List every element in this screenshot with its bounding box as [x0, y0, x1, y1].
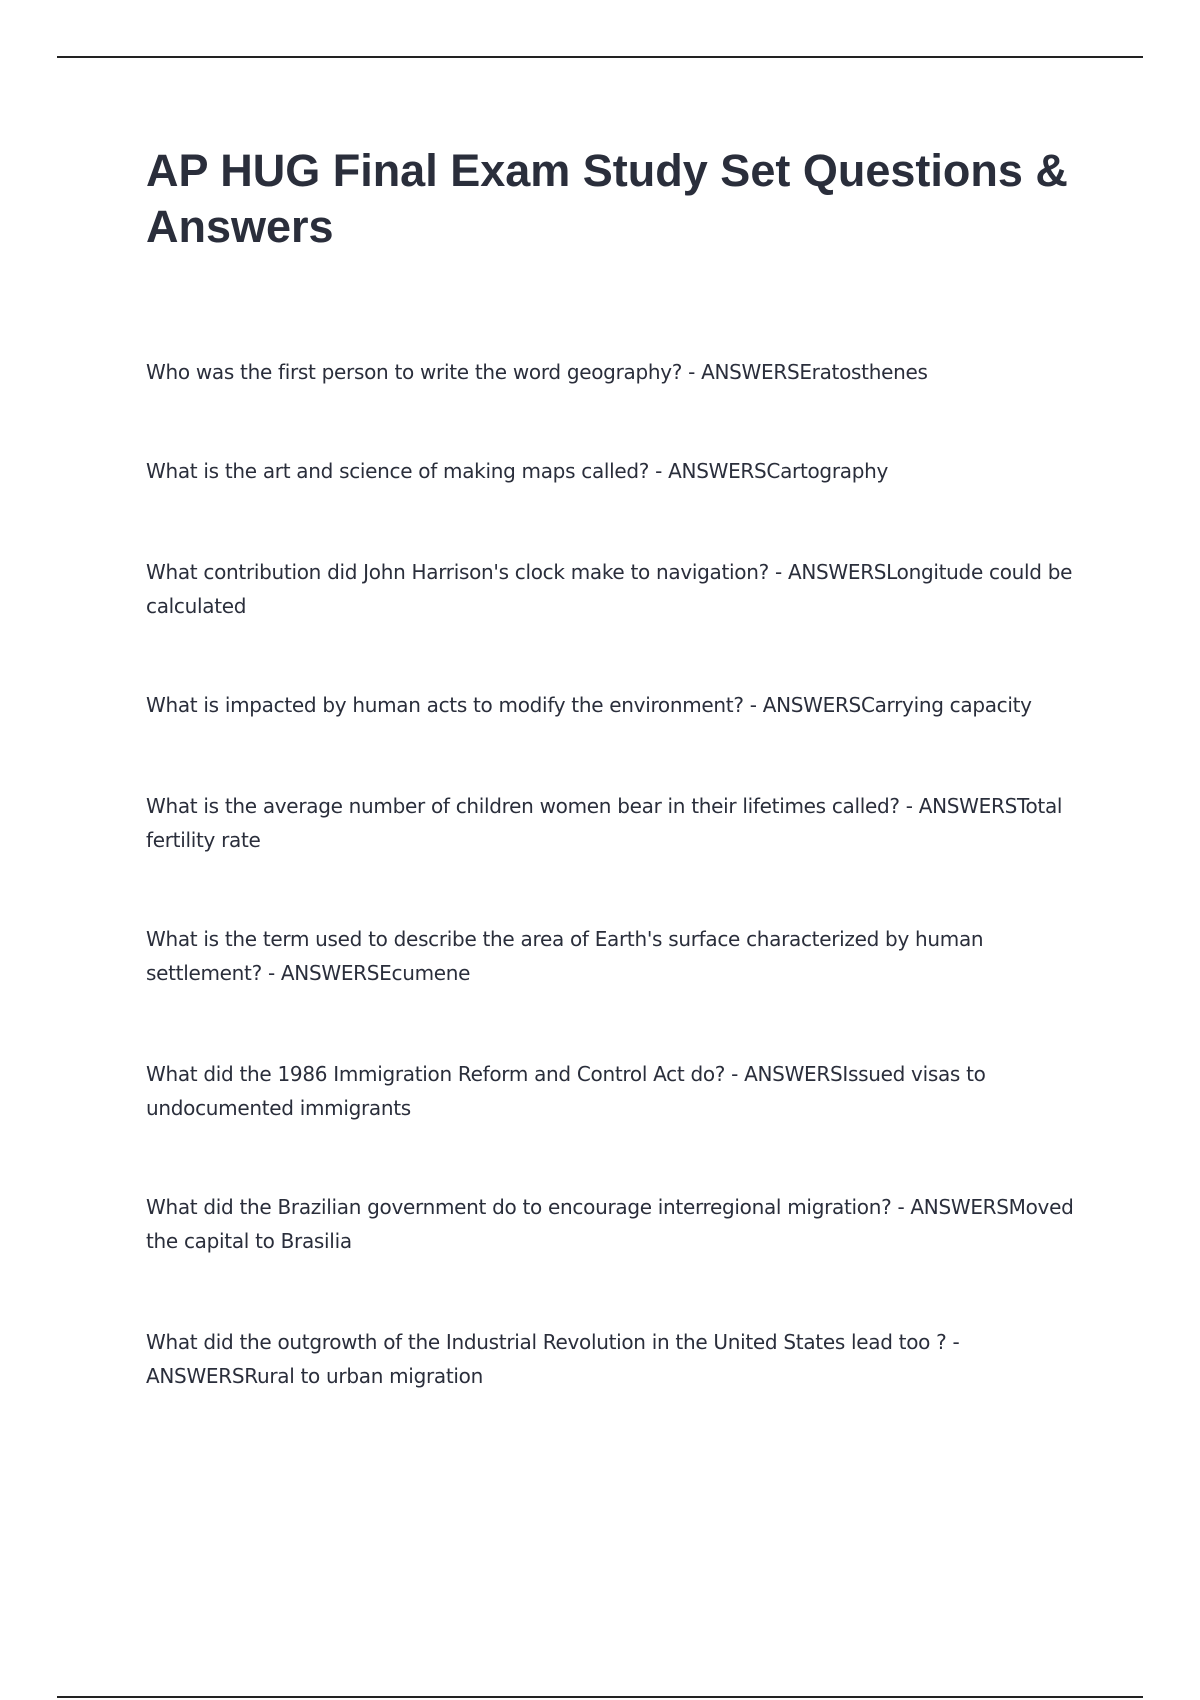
qa-item: What did the Brazilian government do to encourage interregional migration? - ANSWERSMoved the capital to Brasilia [146, 1195, 1074, 1253]
qa-item: What is the art and science of making maps called? - ANSWERSCartography [146, 459, 889, 483]
qa-item: What did the 1986 Immigration Reform and Control Act do? - ANSWERSIssued visas to undocumented immigrants [146, 1062, 986, 1120]
qa-item: Who was the first person to write the word geography? - ANSWERSEratosthenes [146, 360, 928, 384]
footer-rule [57, 1696, 1143, 1698]
qa-item: What is impacted by human acts to modify the environment? - ANSWERSCarrying capacity [146, 693, 1032, 717]
qa-item: What did the outgrowth of the Industrial Revolution in the United States lead too ? - ANSWERSRural to urban migration [146, 1330, 960, 1388]
qa-item: What is the term used to describe the area of Earth's surface characterized by human settlement? - ANSWERSEcumene [146, 927, 984, 985]
qa-item: What is the average number of children women bear in their lifetimes called? - ANSWERSTotal fertility rate [146, 794, 1063, 852]
document-title: AP HUG Final Exam Study Set Questions & Answers [146, 145, 1068, 252]
header-rule [57, 56, 1143, 58]
qa-item: What contribution did John Harrison's clock make to navigation? - ANSWERSLongitude could be calculated [146, 560, 1073, 618]
